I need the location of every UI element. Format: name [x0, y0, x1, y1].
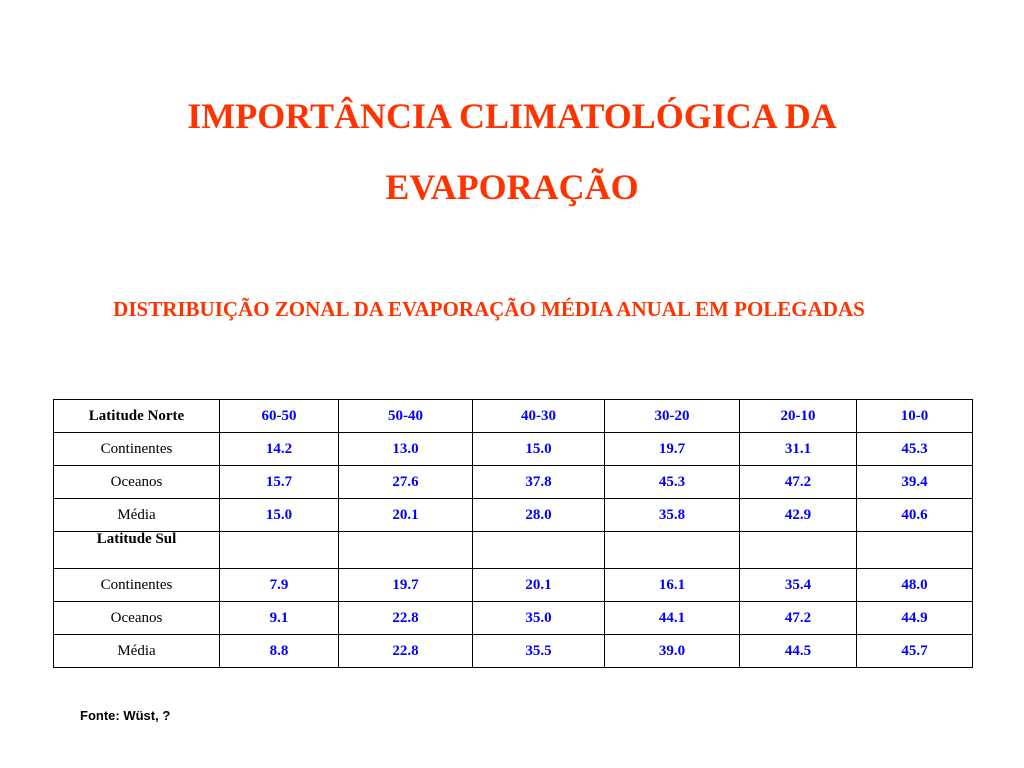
table-cell: 39.0	[605, 635, 740, 668]
south-header-label: Latitude Sul	[54, 532, 220, 569]
north-header-label: Latitude Norte	[54, 400, 220, 433]
row-label: Continentes	[54, 569, 220, 602]
table-subtitle: DISTRIBUIÇÃO ZONAL DA EVAPORAÇÃO MÉDIA ANUAL EM POLEGADAS	[113, 297, 865, 321]
row-label: Continentes	[54, 433, 220, 466]
table-cell: 31.1	[740, 433, 857, 466]
table-cell: 20.1	[339, 499, 473, 532]
column-header: 30-20	[605, 400, 740, 433]
table-row	[54, 499, 973, 532]
table-cell: 35.4	[740, 569, 857, 602]
table-cell: 28.0	[473, 499, 605, 532]
page-title-line-2: EVAPORAÇÃO	[385, 167, 639, 207]
table-cell: 35.0	[473, 602, 605, 635]
table-cell: 22.8	[339, 602, 473, 635]
row-label: Média	[54, 499, 220, 532]
empty-cell	[605, 532, 740, 569]
table-cell: 13.0	[339, 433, 473, 466]
table-row	[54, 433, 973, 466]
column-header: 40-30	[473, 400, 605, 433]
table-cell: 45.3	[605, 466, 740, 499]
page-title-line-1: IMPORTÂNCIA CLIMATOLÓGICA DA	[187, 96, 837, 136]
table-row	[54, 466, 973, 499]
table-cell: 35.5	[473, 635, 605, 668]
table-cell: 44.5	[740, 635, 857, 668]
table-cell: 19.7	[339, 569, 473, 602]
table-cell: 42.9	[740, 499, 857, 532]
table-cell: 22.8	[339, 635, 473, 668]
table-cell: 47.2	[740, 602, 857, 635]
table-cell: 35.8	[605, 499, 740, 532]
row-label: Média	[54, 635, 220, 668]
table-cell: 39.4	[857, 466, 973, 499]
table-cell: 15.0	[473, 433, 605, 466]
empty-cell	[740, 532, 857, 569]
empty-cell	[339, 532, 473, 569]
table-cell: 8.8	[220, 635, 339, 668]
column-header: 10-0	[857, 400, 973, 433]
empty-cell	[857, 532, 973, 569]
row-label: Oceanos	[54, 466, 220, 499]
table-cell: 40.6	[857, 499, 973, 532]
evaporation-table	[53, 399, 973, 668]
source-citation: Fonte: Wüst, ?	[80, 708, 171, 723]
north-header-row	[54, 400, 973, 433]
empty-cell	[220, 532, 339, 569]
column-header: 60-50	[220, 400, 339, 433]
table-cell: 9.1	[220, 602, 339, 635]
column-header: 50-40	[339, 400, 473, 433]
table-cell: 14.2	[220, 433, 339, 466]
table-row	[54, 569, 973, 602]
table-row	[54, 602, 973, 635]
table-cell: 45.3	[857, 433, 973, 466]
south-header-row	[54, 532, 973, 569]
column-header: 20-10	[740, 400, 857, 433]
table-cell: 44.9	[857, 602, 973, 635]
table-cell: 47.2	[740, 466, 857, 499]
table-cell: 20.1	[473, 569, 605, 602]
row-label: Oceanos	[54, 602, 220, 635]
table-cell: 48.0	[857, 569, 973, 602]
table-cell: 15.7	[220, 466, 339, 499]
table-cell: 15.0	[220, 499, 339, 532]
empty-cell	[473, 532, 605, 569]
table-cell: 45.7	[857, 635, 973, 668]
table-cell: 44.1	[605, 602, 740, 635]
table-cell: 7.9	[220, 569, 339, 602]
table-cell: 19.7	[605, 433, 740, 466]
table-row	[54, 635, 973, 668]
table-cell: 16.1	[605, 569, 740, 602]
table-cell: 27.6	[339, 466, 473, 499]
table-cell: 37.8	[473, 466, 605, 499]
